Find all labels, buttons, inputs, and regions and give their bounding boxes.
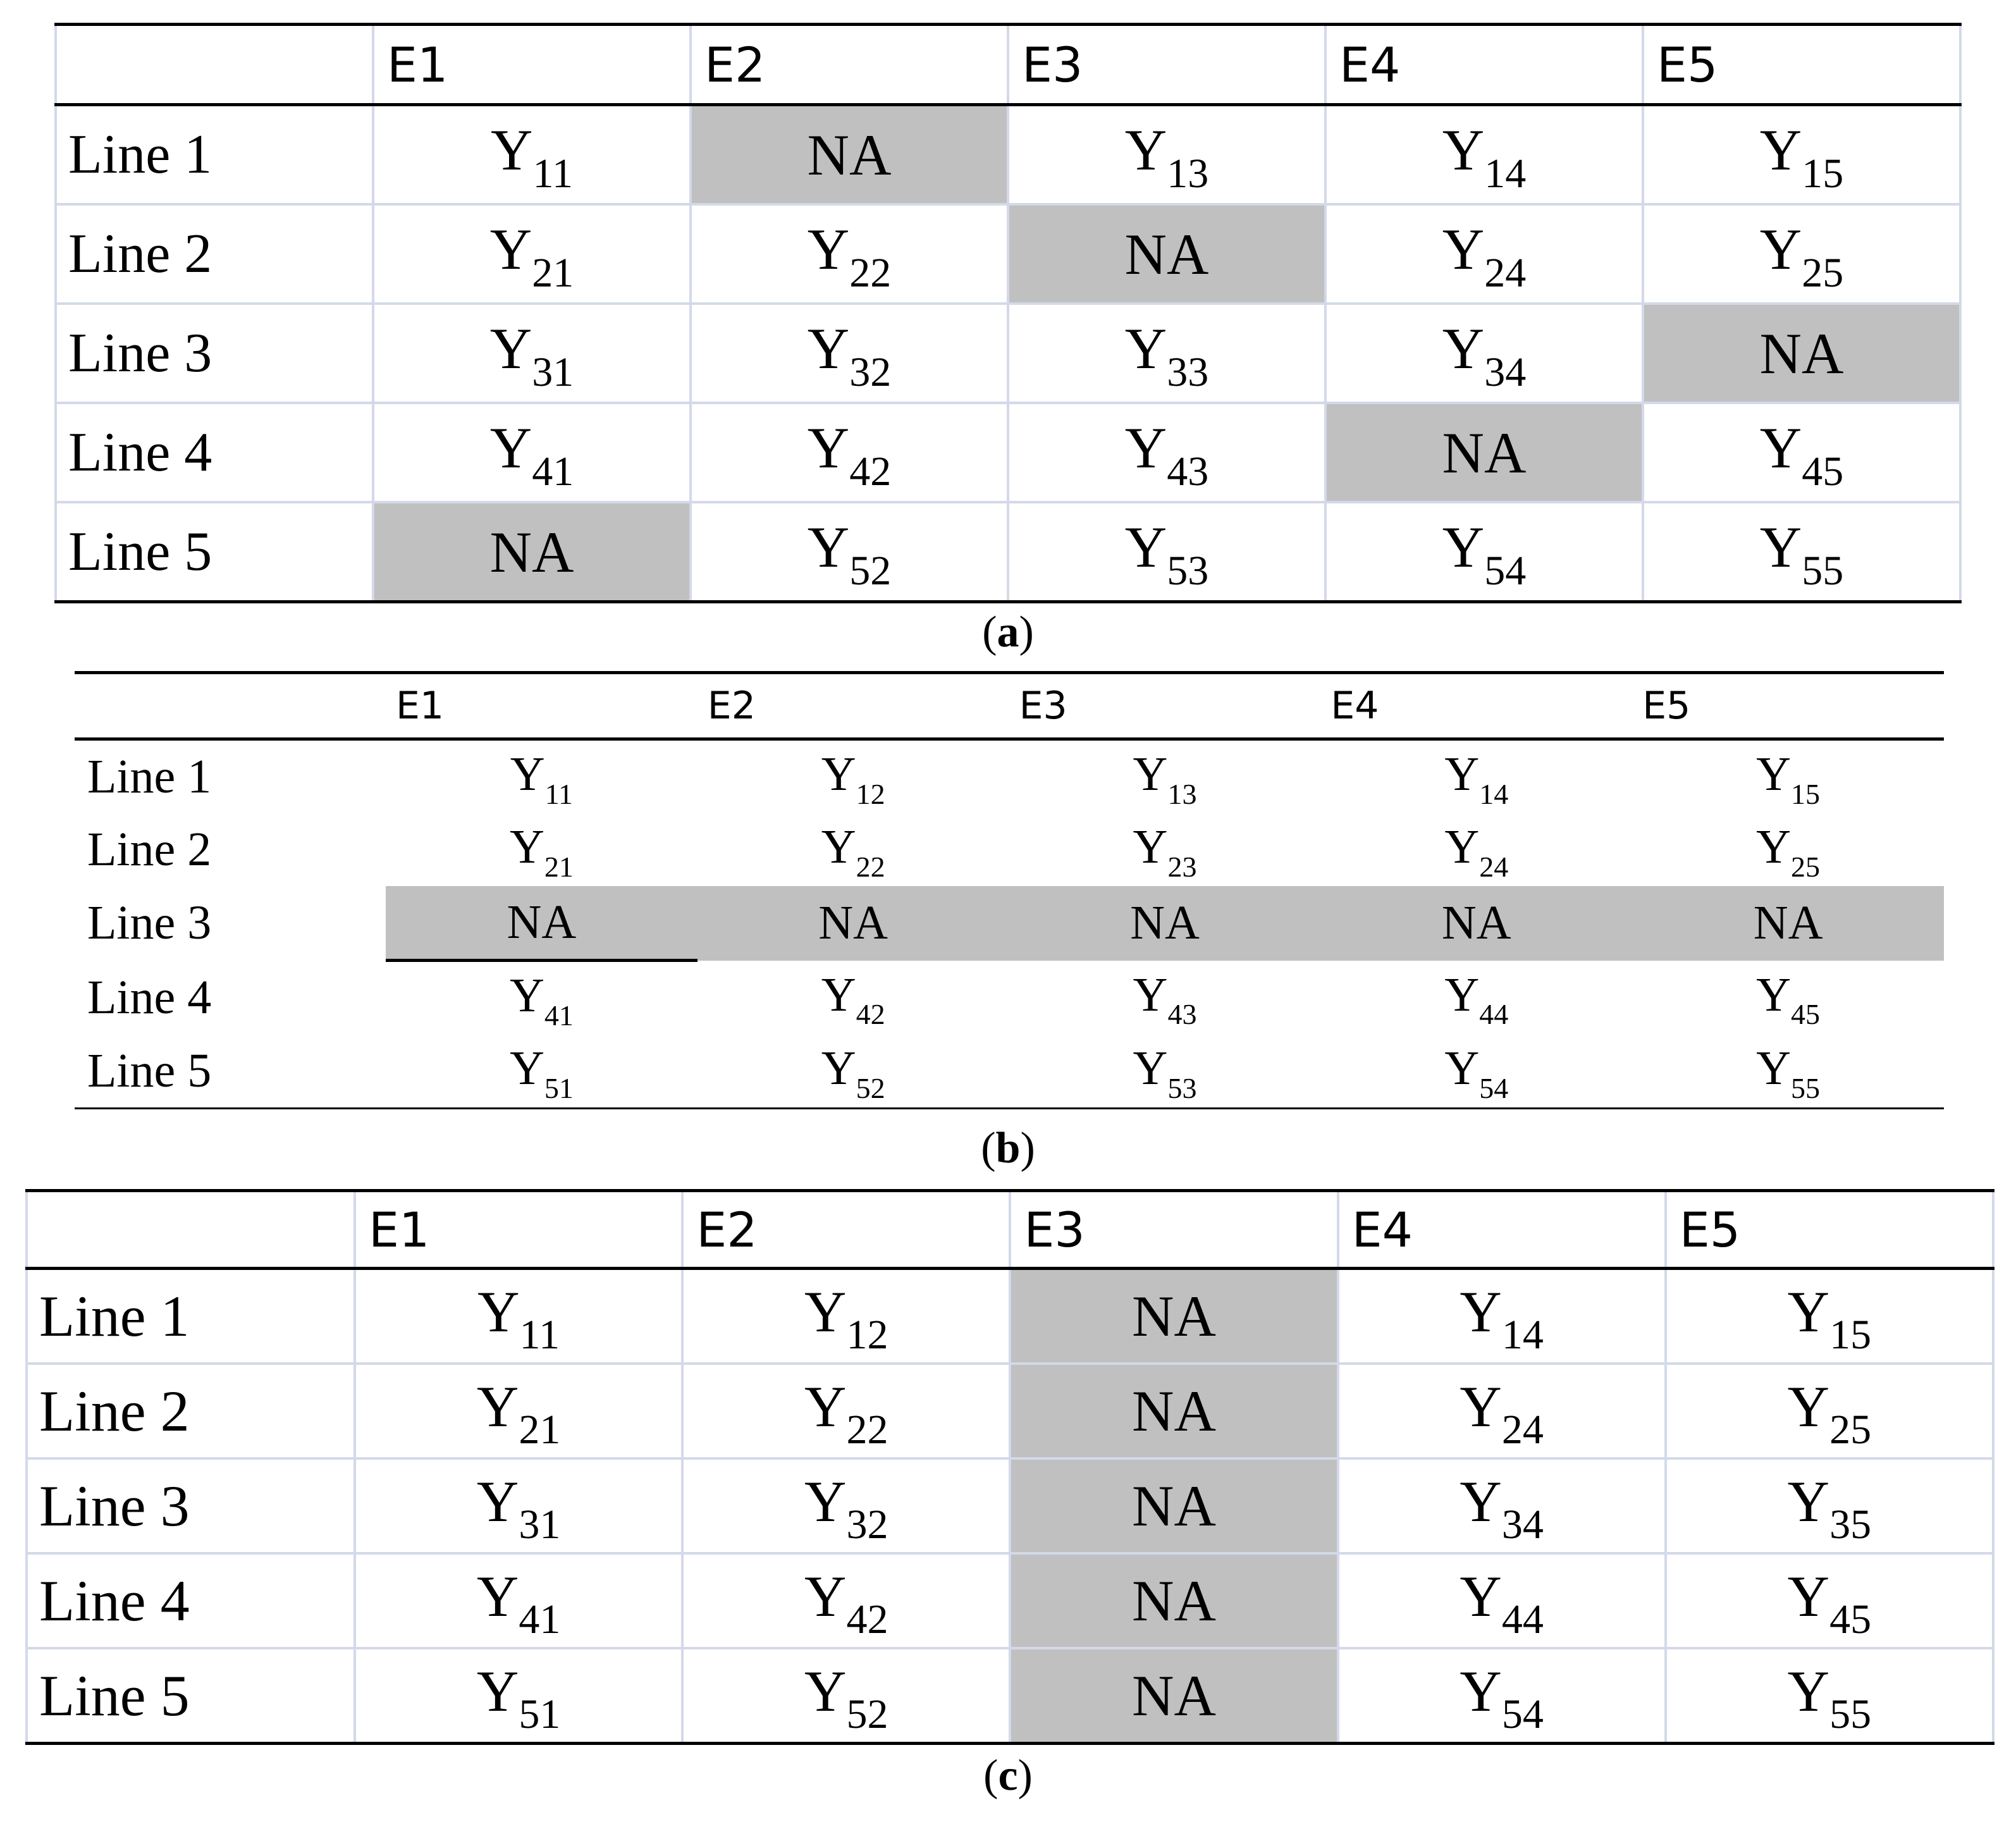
cell-value: Y: [476, 1374, 519, 1439]
cell-value: Y: [1787, 1563, 1830, 1629]
value-cell: [682, 1269, 1010, 1364]
cell-value: Y: [1787, 1374, 1830, 1439]
cell-value: Y: [510, 747, 545, 801]
cell-subscript: 25: [1802, 249, 1844, 296]
cell-value: Y: [1444, 968, 1480, 1021]
column-header-e5: E5: [1666, 1191, 1993, 1269]
value-cell: [373, 204, 691, 304]
value-cell: [698, 739, 1009, 814]
cell-subscript: 11: [519, 1312, 560, 1359]
column-header-e1: E1: [373, 25, 691, 105]
value-cell: [1338, 1269, 1666, 1364]
header-row: [27, 1191, 1993, 1269]
cell-value: Y: [1442, 316, 1485, 381]
table-row: [27, 1269, 1993, 1364]
cell-value: Y: [807, 217, 850, 282]
cell-subscript: 13: [1167, 777, 1197, 810]
value-cell: [682, 1364, 1010, 1458]
value-cell: [1666, 1458, 1993, 1553]
cell-subscript: 42: [846, 1596, 888, 1643]
cell-subscript: 41: [532, 448, 574, 495]
cell-value: Y: [821, 968, 856, 1021]
cell-value: Y: [1756, 968, 1792, 1021]
cell-value: Y: [804, 1374, 847, 1439]
table-row: [75, 886, 1944, 961]
missing-cell: [691, 105, 1008, 205]
cell-subscript: 31: [519, 1501, 561, 1548]
value-cell: [1009, 813, 1321, 886]
table-row: [27, 1553, 1993, 1648]
cell-subscript: 15: [1829, 1312, 1872, 1359]
value-cell: [1643, 403, 1960, 502]
cell-subscript: 54: [1479, 1071, 1509, 1104]
cell-value: Y: [489, 416, 532, 481]
missing-cell: [698, 886, 1009, 961]
cell-value: Y: [804, 1279, 847, 1344]
cell-subscript: 43: [1167, 998, 1197, 1031]
row-label: Line 5: [87, 1044, 212, 1097]
cell-value: NA: [1132, 1379, 1216, 1443]
cell-subscript: 51: [519, 1691, 561, 1738]
value-cell: [691, 403, 1008, 502]
cell-value: Y: [1133, 820, 1168, 873]
cell-subscript: 52: [856, 1071, 885, 1104]
caption-b: (b): [981, 1124, 1035, 1173]
value-cell: [355, 1364, 682, 1458]
cell-value: Y: [1756, 820, 1792, 873]
row-label: Line 2: [56, 204, 373, 304]
row-label: Line 1: [56, 105, 373, 205]
value-cell: [386, 1035, 698, 1109]
cell-subscript: 32: [849, 348, 892, 395]
table-row: [27, 1364, 1993, 1458]
table-c: [25, 1189, 1994, 1745]
cell-subscript: 35: [1829, 1501, 1872, 1548]
row-label: Line 4: [56, 403, 373, 502]
value-cell: [1643, 204, 1960, 304]
missing-cell: [386, 886, 698, 961]
missing-cell: [1008, 204, 1325, 304]
cell-subscript: 11: [532, 150, 573, 197]
cell-value: Y: [804, 1469, 847, 1534]
value-cell: [1008, 502, 1325, 602]
value-cell: [691, 204, 1008, 304]
cell-subscript: 25: [1829, 1407, 1872, 1453]
cell-subscript: 24: [1479, 850, 1509, 883]
cell-value: Y: [1759, 118, 1802, 183]
cell-value: Y: [1759, 515, 1802, 580]
cell-subscript: 41: [519, 1596, 561, 1643]
cell-value: Y: [476, 1469, 519, 1534]
cell-value: Y: [509, 820, 544, 873]
cell-subscript: 54: [1484, 547, 1527, 594]
value-cell: [1666, 1364, 1993, 1458]
cell-subscript: 53: [1167, 1071, 1197, 1104]
table-row: [75, 1035, 1944, 1109]
cell-subscript: 55: [1802, 547, 1844, 594]
cell-value: Y: [1460, 1658, 1502, 1723]
cell-value: Y: [509, 1041, 544, 1095]
cell-value: Y: [804, 1658, 847, 1723]
value-cell: [1325, 105, 1643, 205]
cell-subscript: 14: [1484, 150, 1527, 197]
table-row: [75, 961, 1944, 1035]
table-row: [27, 1458, 1993, 1553]
missing-cell: [1320, 886, 1632, 961]
cell-value: Y: [476, 1563, 519, 1629]
cell-subscript: 21: [544, 850, 574, 883]
value-cell: [1009, 739, 1321, 814]
cell-value: NA: [489, 519, 574, 584]
value-cell: [682, 1648, 1010, 1744]
cell-value: Y: [1442, 515, 1485, 580]
cell-value: Y: [1787, 1469, 1830, 1534]
cell-subscript: 55: [1791, 1071, 1821, 1104]
cell-subscript: 11: [544, 777, 573, 810]
value-cell: [1666, 1269, 1993, 1364]
table-row: [75, 739, 1944, 814]
cell-value: Y: [821, 747, 856, 801]
cell-subscript: 25: [1791, 850, 1821, 883]
value-cell: [386, 739, 698, 814]
table-b: [75, 671, 1944, 1109]
value-cell: [1338, 1648, 1666, 1744]
cell-subscript: 21: [532, 249, 574, 296]
value-cell: [1325, 304, 1643, 403]
cell-subscript: 23: [1167, 850, 1197, 883]
missing-cell: [1009, 886, 1321, 961]
cell-subscript: 12: [856, 777, 885, 810]
cell-value: Y: [1133, 1041, 1168, 1095]
missing-cell: [1632, 886, 1944, 961]
value-cell: [386, 813, 698, 886]
row-label: Line 4: [87, 970, 212, 1024]
value-cell: [386, 961, 698, 1035]
value-cell: [1009, 1035, 1321, 1109]
row-label: Line 1: [27, 1269, 355, 1364]
value-cell: [1320, 813, 1632, 886]
row-label: Line 5: [27, 1648, 355, 1744]
column-header-e1: E1: [355, 1191, 682, 1269]
value-cell: [1320, 739, 1632, 814]
cell-subscript: 12: [846, 1312, 888, 1359]
cell-value: NA: [1132, 1568, 1216, 1633]
cell-subscript: 33: [1167, 348, 1209, 395]
cell-value: NA: [807, 122, 892, 187]
caption-a: (a): [982, 608, 1034, 656]
value-cell: [373, 304, 691, 403]
cell-subscript: 52: [849, 547, 892, 594]
cell-value: Y: [509, 968, 544, 1022]
cell-value: NA: [818, 896, 888, 950]
cell-value: Y: [804, 1563, 847, 1629]
cell-value: Y: [476, 1658, 519, 1723]
value-cell: [1643, 502, 1960, 602]
value-cell: [1008, 304, 1325, 403]
cell-value: NA: [1132, 1663, 1216, 1728]
value-cell: [698, 813, 1009, 886]
cell-value: Y: [477, 1279, 520, 1344]
column-header-e5: E5: [1632, 673, 1944, 739]
value-cell: [1643, 105, 1960, 205]
cell-value: Y: [490, 118, 533, 183]
cell-value: Y: [1787, 1279, 1830, 1344]
cell-value: Y: [1124, 118, 1167, 183]
value-cell: [1338, 1458, 1666, 1553]
value-cell: [1632, 961, 1944, 1035]
table-row: [56, 403, 1960, 502]
column-header-e4: E4: [1320, 673, 1632, 739]
cell-value: Y: [821, 820, 856, 873]
cell-value: Y: [1124, 316, 1167, 381]
value-cell: [1666, 1648, 1993, 1744]
cell-value: Y: [807, 416, 850, 481]
value-cell: [1338, 1364, 1666, 1458]
column-header-e2: E2: [691, 25, 1008, 105]
value-cell: [698, 1035, 1009, 1109]
cell-value: Y: [1124, 515, 1167, 580]
cell-subscript: 45: [1802, 448, 1844, 495]
cell-subscript: 44: [1479, 998, 1509, 1031]
caption-c: (c): [983, 1751, 1033, 1800]
missing-cell: [1325, 403, 1643, 502]
missing-cell: [1010, 1458, 1337, 1553]
row-label: Line 3: [87, 896, 212, 950]
cell-subscript: 55: [1829, 1691, 1872, 1738]
value-cell: [1666, 1553, 1993, 1648]
value-cell: [1632, 1035, 1944, 1109]
cell-value: Y: [1787, 1658, 1830, 1723]
corner-cell: [56, 25, 373, 105]
value-cell: [355, 1648, 682, 1744]
cell-subscript: 34: [1501, 1501, 1544, 1548]
cell-value: Y: [1442, 217, 1485, 282]
missing-cell: [373, 502, 691, 602]
table-row: [56, 304, 1960, 403]
cell-subscript: 22: [849, 249, 892, 296]
table-row: [56, 105, 1960, 205]
cell-value: NA: [1759, 321, 1844, 386]
column-header-e3: E3: [1009, 673, 1321, 739]
row-label: Line 4: [27, 1553, 355, 1648]
cell-subscript: 22: [856, 850, 885, 883]
cell-value: Y: [1442, 118, 1485, 183]
cell-value: Y: [1460, 1469, 1502, 1534]
value-cell: [682, 1553, 1010, 1648]
corner-cell: [27, 1191, 355, 1269]
cell-subscript: 34: [1484, 348, 1527, 395]
missing-cell: [1643, 304, 1960, 403]
cell-subscript: 42: [856, 998, 885, 1031]
cell-subscript: 45: [1791, 998, 1821, 1031]
header-row: [75, 673, 1944, 739]
cell-subscript: 43: [1167, 448, 1209, 495]
value-cell: [373, 403, 691, 502]
row-label: Line 2: [87, 823, 212, 876]
cell-subscript: 31: [532, 348, 574, 395]
column-header-e2: E2: [698, 673, 1009, 739]
value-cell: [1008, 105, 1325, 205]
cell-value: Y: [807, 316, 850, 381]
value-cell: [355, 1269, 682, 1364]
cell-subscript: 22: [846, 1407, 888, 1453]
cell-value: NA: [1132, 1474, 1216, 1538]
row-label: Line 3: [56, 304, 373, 403]
cell-subscript: 14: [1479, 777, 1509, 810]
column-header-e3: E3: [1010, 1191, 1337, 1269]
table-a: [54, 23, 1962, 603]
cell-value: Y: [1759, 217, 1802, 282]
value-cell: [682, 1458, 1010, 1553]
row-label: Line 5: [56, 502, 373, 602]
cell-value: NA: [1441, 896, 1511, 950]
cell-subscript: 42: [849, 448, 892, 495]
value-cell: [698, 961, 1009, 1035]
value-cell: [1338, 1553, 1666, 1648]
missing-cell: [1010, 1648, 1337, 1744]
cell-subscript: 24: [1484, 249, 1527, 296]
cell-value: Y: [1444, 747, 1480, 801]
cell-subscript: 32: [846, 1501, 888, 1548]
value-cell: [1632, 739, 1944, 814]
cell-value: Y: [1460, 1279, 1502, 1344]
column-header-e4: E4: [1325, 25, 1643, 105]
value-cell: [691, 304, 1008, 403]
column-header-e4: E4: [1338, 1191, 1666, 1269]
cell-subscript: 45: [1829, 1596, 1872, 1643]
missing-cell: [1010, 1553, 1337, 1648]
cell-subscript: 51: [544, 1071, 574, 1104]
cell-value: Y: [1756, 747, 1792, 801]
value-cell: [691, 502, 1008, 602]
cell-value: Y: [489, 316, 532, 381]
cell-value: Y: [1124, 416, 1167, 481]
cell-value: NA: [1130, 896, 1200, 950]
cell-value: Y: [807, 515, 850, 580]
missing-cell: [1010, 1364, 1337, 1458]
value-cell: [355, 1458, 682, 1553]
cell-value: Y: [1460, 1374, 1502, 1439]
cell-value: Y: [1759, 416, 1802, 481]
missing-cell: [1010, 1269, 1337, 1364]
column-header-e3: E3: [1008, 25, 1325, 105]
value-cell: [1320, 1035, 1632, 1109]
cell-value: NA: [1442, 420, 1527, 485]
value-cell: [1325, 204, 1643, 304]
cell-subscript: 21: [519, 1407, 561, 1453]
cell-subscript: 14: [1501, 1312, 1544, 1359]
cell-value: Y: [1133, 968, 1168, 1021]
cell-subscript: 53: [1167, 547, 1209, 594]
row-label: Line 1: [87, 750, 212, 803]
cell-value: Y: [1133, 747, 1168, 801]
column-header-e5: E5: [1643, 25, 1960, 105]
table-row: [56, 204, 1960, 304]
cell-value: NA: [1124, 221, 1209, 287]
cell-subscript: 41: [544, 999, 574, 1032]
cell-value: NA: [507, 896, 577, 949]
table-row: [75, 813, 1944, 886]
header-row: [56, 25, 1960, 105]
column-header-e2: E2: [682, 1191, 1010, 1269]
cell-value: Y: [489, 217, 532, 282]
cell-value: Y: [1756, 1041, 1792, 1095]
cell-value: NA: [1132, 1284, 1216, 1348]
table-row: [27, 1648, 1993, 1744]
row-label: Line 3: [27, 1458, 355, 1553]
cell-subscript: 52: [846, 1691, 888, 1738]
cell-subscript: 24: [1501, 1407, 1544, 1453]
row-label: Line 2: [27, 1364, 355, 1458]
cell-subscript: 15: [1791, 777, 1821, 810]
value-cell: [1320, 961, 1632, 1035]
cell-subscript: 13: [1167, 150, 1209, 197]
column-header-e1: E1: [386, 673, 698, 739]
cell-value: Y: [821, 1041, 856, 1095]
value-cell: [373, 105, 691, 205]
value-cell: [1009, 961, 1321, 1035]
value-cell: [1008, 403, 1325, 502]
corner-cell: [75, 673, 386, 739]
value-cell: [355, 1553, 682, 1648]
cell-value: Y: [1460, 1563, 1502, 1629]
value-cell: [1325, 502, 1643, 602]
cell-subscript: 15: [1802, 150, 1844, 197]
cell-value: NA: [1753, 896, 1823, 950]
cell-subscript: 54: [1501, 1691, 1544, 1738]
cell-value: Y: [1444, 820, 1480, 873]
value-cell: [1632, 813, 1944, 886]
cell-value: Y: [1444, 1041, 1480, 1095]
cell-subscript: 44: [1501, 1596, 1544, 1643]
table-row: [56, 502, 1960, 602]
